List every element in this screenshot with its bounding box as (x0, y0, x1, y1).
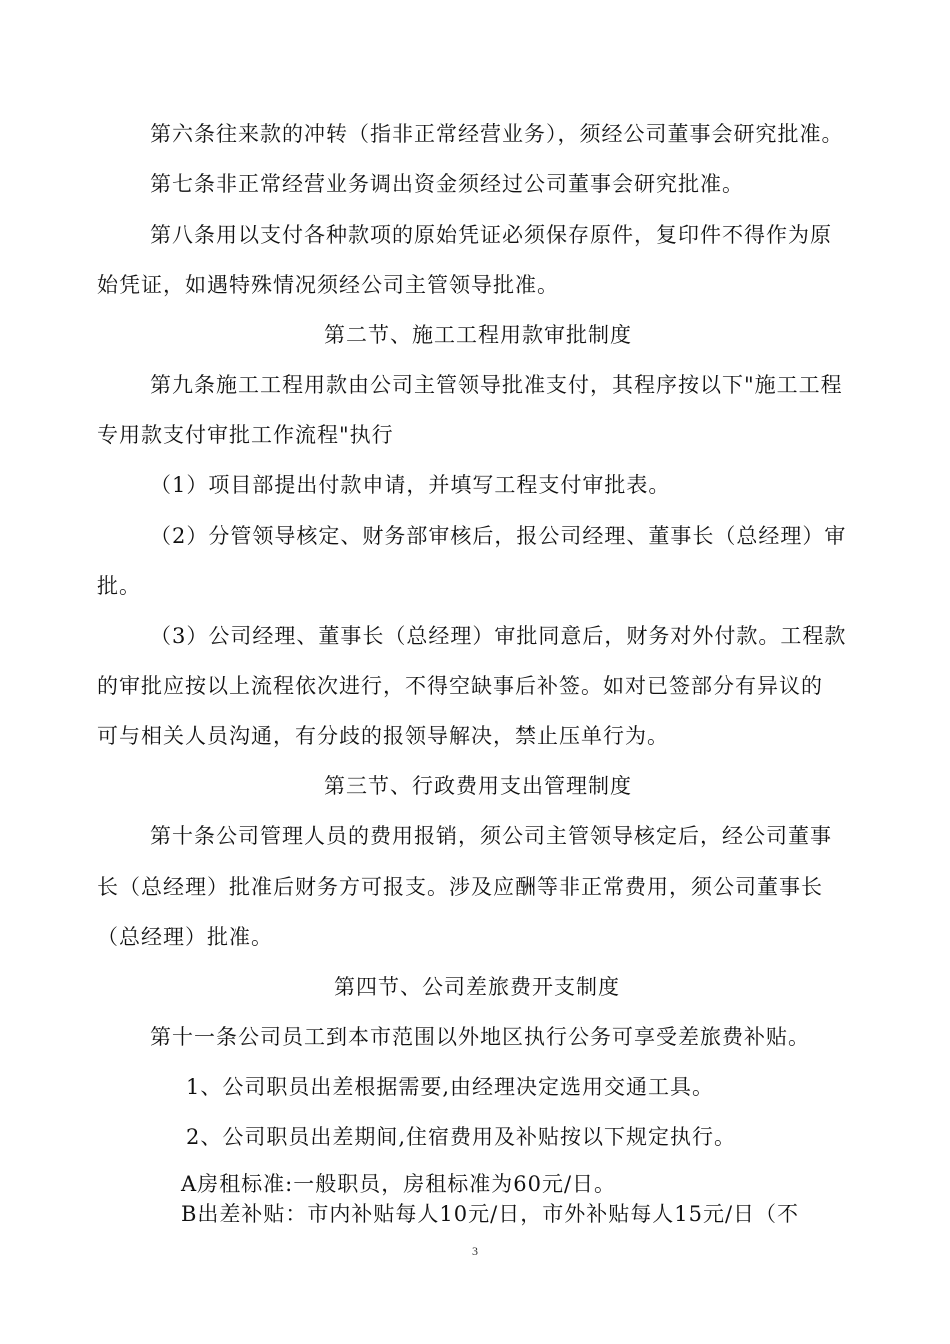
article-9-line-1: 第九条施工工程用款由公司主管领导批准支付，其程序按以下"施工工程 (150, 373, 843, 397)
section-3-heading: 第三节、行政费用支出管理制度 (324, 774, 632, 798)
step-2-line-1: （2）分管领导核定、财务部审核后，报公司经理、董事长（总经理）审 (150, 524, 847, 548)
page-number: 3 (472, 1244, 478, 1258)
step-3-line-3: 可与相关人员沟通，有分歧的报领导解决，禁止压单行为。 (97, 724, 669, 748)
article-10-line-3: （总经理）批准。 (97, 925, 273, 949)
item-2: 2、公司职员出差期间,住宿费用及补贴按以下规定执行。 (186, 1125, 737, 1149)
item-a: A房租标准:一般职员，房租标准为60元/日。 (181, 1172, 617, 1196)
section-2-heading: 第二节、施工工程用款审批制度 (324, 323, 632, 347)
article-7: 第七条非正常经营业务调出资金须经过公司董事会研究批准。 (150, 172, 744, 196)
article-10-line-2: 长（总经理）批准后财务方可报支。涉及应酬等非正常费用，须公司董事长 (97, 875, 823, 899)
article-9-line-2: 专用款支付审批工作流程"执行 (97, 423, 394, 447)
article-8-line-2: 始凭证，如遇特殊情况须经公司主管领导批准。 (97, 273, 559, 297)
item-1: 1、公司职员出差根据需要,由经理决定选用交通工具。 (186, 1075, 715, 1099)
section-4-heading: 第四节、公司差旅费开支制度 (334, 975, 620, 999)
article-6: 第六条往来款的冲转（指非正常经营业务），须经公司董事会研究批准。 (150, 122, 844, 146)
article-11: 第十一条公司员工到本市范围以外地区执行公务可享受差旅费补贴。 (150, 1025, 810, 1049)
article-8-line-1: 第八条用以支付各种款项的原始凭证必须保存原件，复印件不得作为原 (150, 223, 832, 247)
article-10-line-1: 第十条公司管理人员的费用报销，须公司主管领导核定后，经公司董事 (150, 824, 832, 848)
item-b: B出差补贴：市内补贴每人10元/日，市外补贴每人15元/日（不 (181, 1202, 800, 1226)
step-3-line-2: 的审批应按以上流程依次进行，不得空缺事后补签。如对已签部分有异议的 (97, 674, 823, 698)
step-1: （1）项目部提出付款申请，并填写工程支付审批表。 (150, 473, 671, 497)
step-2-line-2: 批。 (97, 574, 141, 598)
step-3-line-1: （3）公司经理、董事长（总经理）审批同意后，财务对外付款。工程款 (150, 624, 847, 648)
